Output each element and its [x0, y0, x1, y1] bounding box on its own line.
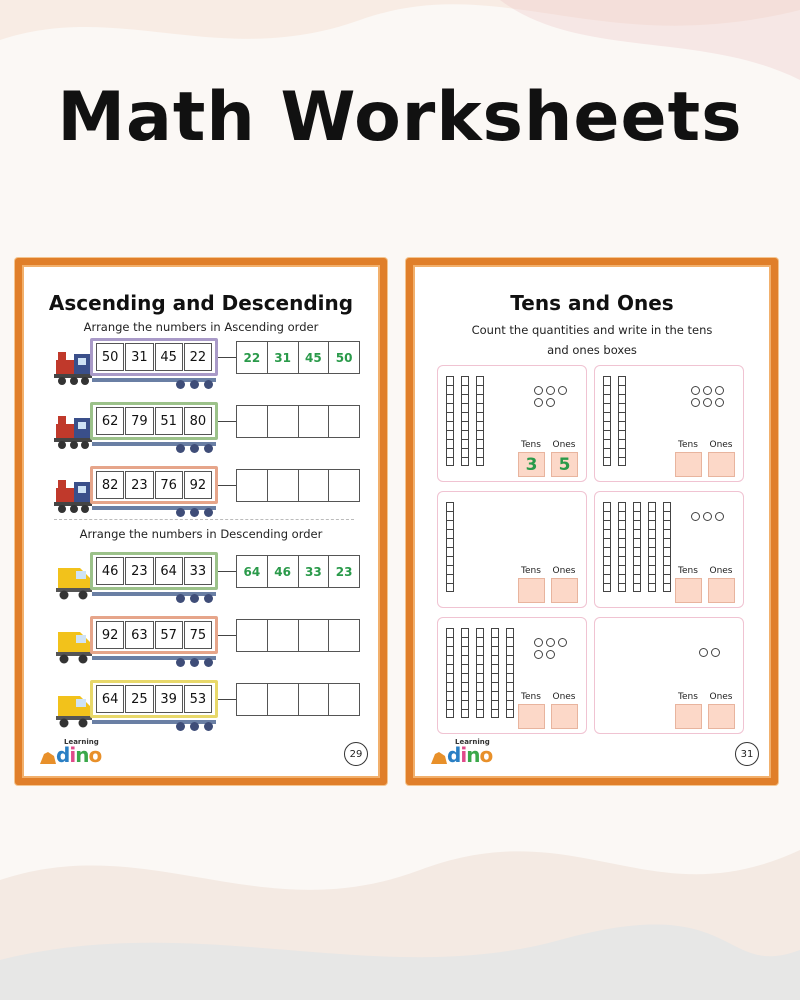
ascending-train-row — [54, 402, 362, 460]
answer-box[interactable]: 23 — [335, 564, 353, 579]
ten-rod — [446, 628, 454, 718]
learning-dino-logo — [38, 738, 108, 768]
connector-line — [218, 357, 236, 358]
ten-rod — [648, 502, 656, 592]
answer-box[interactable] — [299, 470, 330, 501]
answer-box[interactable] — [237, 620, 268, 651]
wheel — [204, 444, 213, 453]
ten-rod — [491, 628, 499, 718]
tens-answer-box[interactable]: 3 — [518, 452, 545, 477]
ten-rod — [461, 376, 469, 466]
one-unit — [546, 398, 555, 407]
ten-rod — [476, 376, 484, 466]
one-unit — [534, 398, 543, 407]
page-number: 29 — [344, 742, 368, 766]
tens-ones-cell — [594, 617, 744, 734]
one-unit — [558, 386, 567, 395]
wheel — [190, 444, 199, 453]
wagon-number: 75 — [184, 621, 212, 649]
ones-answer-box[interactable] — [708, 578, 735, 603]
ten-rod — [446, 376, 454, 466]
tens-ones-cell — [594, 491, 744, 608]
instruction-line-1: Count the quantities and write in the tens — [471, 323, 713, 337]
answer-box[interactable]: 31 — [268, 342, 299, 373]
answer-box[interactable]: 64 — [237, 556, 268, 587]
wheel — [190, 594, 199, 603]
wheel — [204, 722, 213, 731]
one-unit — [691, 386, 700, 395]
logo-small-text: Learning — [455, 738, 490, 746]
connector-line — [218, 635, 236, 636]
ones-label: Ones — [709, 566, 733, 576]
one-unit — [691, 512, 700, 521]
answer-box[interactable] — [268, 406, 299, 437]
connector-line — [218, 421, 236, 422]
tens-label: Tens — [521, 440, 541, 450]
ten-rod — [461, 628, 469, 718]
wagon-number: 92 — [96, 621, 124, 649]
answer-box[interactable]: 22 — [237, 342, 268, 373]
steam-engine-icon — [54, 412, 94, 450]
tens-answer-box[interactable] — [675, 452, 702, 477]
instruction-line-2: and ones boxes — [547, 343, 637, 357]
answer-box[interactable] — [268, 684, 299, 715]
wagon-number: 64 — [155, 557, 183, 585]
answer-boxes — [236, 555, 360, 588]
ones-answer-box[interactable] — [551, 578, 578, 603]
truck-cab-icon — [54, 690, 94, 728]
one-unit — [546, 650, 555, 659]
wagon-number: 51 — [155, 407, 183, 435]
answer-boxes — [236, 405, 360, 438]
ones-answer-box[interactable] — [551, 704, 578, 729]
one-unit — [534, 638, 543, 647]
wheel — [190, 380, 199, 389]
dino-icon — [38, 748, 58, 766]
tens-label: Tens — [521, 566, 541, 576]
number-wagon — [90, 466, 218, 504]
descending-train-row — [54, 616, 362, 674]
ten-rod — [603, 502, 611, 592]
learning-dino-logo — [429, 738, 499, 768]
answer-boxes — [236, 341, 360, 374]
number-wagon — [90, 338, 218, 376]
tens-ones-cell — [594, 365, 744, 482]
tens-ones-cell — [437, 365, 587, 482]
wagon-number: 23 — [125, 557, 153, 585]
wagon-number: 57 — [155, 621, 183, 649]
wheel — [204, 658, 213, 667]
wagon-number: 22 — [184, 343, 212, 371]
tens-answer-box[interactable] — [675, 578, 702, 603]
logo-big-text: dino — [447, 743, 493, 767]
wagon-number: 79 — [125, 407, 153, 435]
one-unit — [534, 650, 543, 659]
steam-engine-icon — [54, 348, 94, 386]
wheel — [190, 722, 199, 731]
wheel — [204, 508, 213, 517]
wagon-number: 39 — [155, 685, 183, 713]
ascending-instruction: Arrange the numbers in Ascending order — [83, 320, 319, 334]
wagon-number: 33 — [184, 557, 212, 585]
tens-label: Tens — [678, 566, 698, 576]
number-wagon — [90, 552, 218, 590]
number-wagon — [90, 402, 218, 440]
one-unit — [711, 648, 720, 657]
ten-rod — [446, 502, 454, 592]
ten-rod — [633, 502, 641, 592]
one-unit — [715, 512, 724, 521]
wheel — [190, 658, 199, 667]
ascending-train-row — [54, 466, 362, 524]
wheel — [176, 722, 185, 731]
answer-box[interactable] — [237, 684, 268, 715]
wheel — [176, 658, 185, 667]
tens-ones-cell — [437, 491, 587, 608]
page-number: 31 — [735, 742, 759, 766]
number-wagon — [90, 616, 218, 654]
ten-rod — [663, 502, 671, 592]
connector-line — [218, 485, 236, 486]
descending-train-row — [54, 680, 362, 738]
one-unit — [546, 386, 555, 395]
one-unit — [546, 638, 555, 647]
ten-rod — [618, 376, 626, 466]
answer-box[interactable] — [329, 620, 359, 651]
ten-rod — [476, 628, 484, 718]
connector-line — [218, 699, 236, 700]
tens-answer-box[interactable] — [518, 704, 545, 729]
tens-label: Tens — [678, 692, 698, 702]
number-wagon — [90, 680, 218, 718]
wagon-number: 76 — [155, 471, 183, 499]
wagon-number: 23 — [125, 471, 153, 499]
one-unit — [691, 398, 700, 407]
wagon-number: 80 — [184, 407, 212, 435]
tens-label: Tens — [678, 440, 698, 450]
dino-icon — [429, 748, 449, 766]
ten-rod — [506, 628, 514, 718]
answer-box[interactable] — [329, 684, 359, 715]
ones-label: Ones — [709, 692, 733, 702]
one-unit — [703, 398, 712, 407]
tens-ones-worksheet — [406, 258, 778, 785]
answer-boxes — [236, 469, 360, 502]
ones-label: Ones — [709, 440, 733, 450]
worksheet-title: Ascending and Descending — [48, 291, 354, 315]
wheel — [190, 508, 199, 517]
answer-box[interactable] — [299, 684, 330, 715]
tens-ones-cell — [437, 617, 587, 734]
one-unit — [703, 386, 712, 395]
wagon-number: 45 — [155, 343, 183, 371]
answer-box[interactable] — [299, 406, 330, 437]
ones-label: Ones — [552, 440, 576, 450]
wagon-number: 62 — [96, 407, 124, 435]
answer-boxes — [236, 683, 360, 716]
answer-box[interactable]: 45 — [299, 342, 330, 373]
descending-instruction: Arrange the numbers in Descending order — [79, 527, 323, 541]
wheel — [176, 508, 185, 517]
ones-label: Ones — [552, 566, 576, 576]
wagon-number: 63 — [125, 621, 153, 649]
answer-box[interactable] — [237, 470, 268, 501]
ones-answer-box[interactable] — [708, 452, 735, 477]
wagon-number: 46 — [96, 557, 124, 585]
one-unit — [715, 386, 724, 395]
logo-small-text: Learning — [64, 738, 99, 746]
one-unit — [699, 648, 708, 657]
wagon-number: 50 — [96, 343, 124, 371]
answer-box[interactable]: 33 — [299, 556, 330, 587]
one-unit — [715, 398, 724, 407]
answer-box[interactable] — [329, 406, 359, 437]
answer-box[interactable] — [268, 470, 299, 501]
wheel — [204, 380, 213, 389]
truck-cab-icon — [54, 562, 94, 600]
ascending-descending-worksheet — [15, 258, 387, 785]
answer-box[interactable] — [299, 620, 330, 651]
connector-line — [218, 571, 236, 572]
answer-box[interactable]: 50 — [335, 350, 353, 365]
one-unit — [534, 386, 543, 395]
wheel — [176, 444, 185, 453]
truck-cab-icon — [54, 626, 94, 664]
steam-engine-icon — [54, 476, 94, 514]
wagon-number: 25 — [125, 685, 153, 713]
answer-box[interactable] — [268, 620, 299, 651]
wagon-number: 82 — [96, 471, 124, 499]
wagon-number: 53 — [184, 685, 212, 713]
wheel — [176, 380, 185, 389]
one-unit — [703, 512, 712, 521]
tens-answer-box[interactable] — [518, 578, 545, 603]
answer-box[interactable] — [329, 470, 359, 501]
answer-box[interactable]: 46 — [268, 556, 299, 587]
tens-label: Tens — [521, 692, 541, 702]
answer-box[interactable] — [237, 406, 268, 437]
tens-answer-box[interactable] — [675, 704, 702, 729]
wagon-number: 64 — [96, 685, 124, 713]
ones-answer-box[interactable]: 5 — [551, 452, 578, 477]
section-divider — [54, 519, 354, 520]
wagon-number: 92 — [184, 471, 212, 499]
ones-answer-box[interactable] — [708, 704, 735, 729]
logo-big-text: dino — [56, 743, 102, 767]
wagon-number: 31 — [125, 343, 153, 371]
one-unit — [558, 638, 567, 647]
worksheet-title: Tens and Ones — [510, 291, 674, 315]
ten-rod — [603, 376, 611, 466]
ten-rod — [618, 502, 626, 592]
ascending-train-row — [54, 338, 362, 396]
wheel — [204, 594, 213, 603]
answer-boxes — [236, 619, 360, 652]
ones-label: Ones — [552, 692, 576, 702]
wheel — [176, 594, 185, 603]
page-title: Math Worksheets — [57, 78, 743, 157]
descending-train-row — [54, 552, 362, 610]
